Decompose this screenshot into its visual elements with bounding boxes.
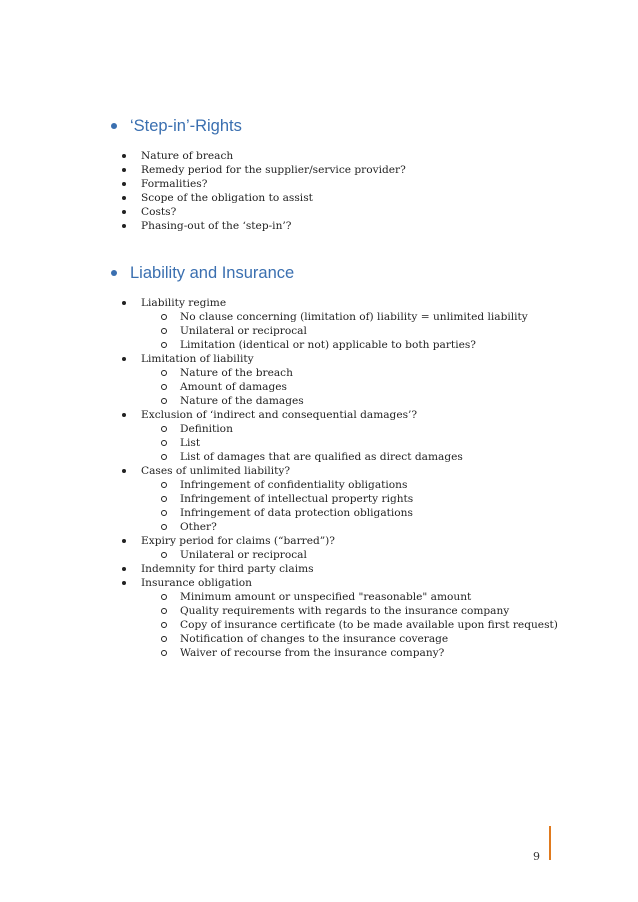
sub-list-item-text: Infringement of data protection obligations xyxy=(180,507,413,519)
sub-list-item-text: Unilateral or reciprocal xyxy=(180,325,307,337)
sub-list xyxy=(141,590,638,660)
section-liability-and-insurance xyxy=(0,262,638,660)
circle-bullet-icon xyxy=(161,454,167,460)
circle-bullet-icon xyxy=(161,552,167,558)
circle-bullet-icon xyxy=(161,524,167,530)
sub-list-item xyxy=(0,604,638,618)
circle-bullet-icon xyxy=(161,496,167,502)
sub-list-item xyxy=(0,478,638,492)
circle-bullet-icon xyxy=(161,398,167,404)
sub-list-item-text: Definition xyxy=(180,423,233,435)
sub-list-item xyxy=(0,394,638,408)
circle-bullet-icon xyxy=(161,636,167,642)
sub-list-item xyxy=(0,380,638,394)
bullet-icon xyxy=(122,210,126,214)
section-heading-text: ‘Step-in’-Rights xyxy=(130,117,242,135)
sub-list xyxy=(141,310,638,352)
sub-list-item-text: Waiver of recourse from the insurance company? xyxy=(180,647,445,659)
list-item xyxy=(0,163,638,177)
sub-list-item-text: List xyxy=(180,437,201,449)
list-item-text: Insurance obligation xyxy=(141,577,252,589)
sub-list xyxy=(141,422,638,464)
sub-list-item xyxy=(0,366,638,380)
bullet-icon xyxy=(122,567,126,571)
circle-bullet-icon xyxy=(161,594,167,600)
list-item xyxy=(0,464,638,534)
section-heading-text: Liability and Insurance xyxy=(130,264,295,282)
list-item-text: Formalities? xyxy=(141,178,208,190)
circle-bullet-icon xyxy=(161,510,167,516)
sub-list-item xyxy=(0,646,638,660)
list-item-text: Nature of breach xyxy=(141,150,234,162)
circle-bullet-icon xyxy=(161,650,167,656)
list-item xyxy=(0,191,638,205)
sub-list-item-text: Infringement of intellectual property rights xyxy=(180,493,414,505)
circle-bullet-icon xyxy=(161,482,167,488)
sub-list xyxy=(141,366,638,408)
sub-list-item xyxy=(0,632,638,646)
circle-bullet-icon xyxy=(161,608,167,614)
bullet-icon xyxy=(122,168,126,172)
list-item-text: Indemnity for third party claims xyxy=(141,563,314,575)
list-item xyxy=(0,177,638,191)
sub-list-item-text: Limitation (identical or not) applicable to both parties? xyxy=(180,339,476,351)
bullet-list xyxy=(0,296,638,660)
sub-list-item xyxy=(0,338,638,352)
bullet-icon xyxy=(122,196,126,200)
sub-list-item-text: Minimum amount or unspecified "reasonable" amount xyxy=(180,591,472,603)
list-item xyxy=(0,408,638,464)
bullet-icon xyxy=(122,357,126,361)
list-item-text: Exclusion of ‘indirect and consequential damages’? xyxy=(141,409,418,421)
list-item xyxy=(0,352,638,408)
sub-list-item xyxy=(0,436,638,450)
sub-list-item xyxy=(0,324,638,338)
sub-list-item xyxy=(0,506,638,520)
bullet-icon xyxy=(122,413,126,417)
sub-list-item xyxy=(0,422,638,436)
sub-list-item xyxy=(0,618,638,632)
sub-list xyxy=(141,548,638,562)
sub-list-item-text: Notification of changes to the insurance coverage xyxy=(180,633,449,645)
sub-list-item-text: Quality requirements with regards to the insurance company xyxy=(180,605,510,617)
circle-bullet-icon xyxy=(161,384,167,390)
list-item-text: Limitation of liability xyxy=(141,353,254,365)
list-item-text: Cases of unlimited liability? xyxy=(141,465,291,477)
circle-bullet-icon xyxy=(161,328,167,334)
list-item xyxy=(0,296,638,352)
heading-bullet-icon xyxy=(111,270,117,276)
bullet-icon xyxy=(122,224,126,228)
sub-list-item-text: Nature of the breach xyxy=(180,367,293,379)
heading-bullet-icon xyxy=(111,123,117,129)
circle-bullet-icon xyxy=(161,370,167,376)
bullet-icon xyxy=(122,581,126,585)
list-item-text: Scope of the obligation to assist xyxy=(141,192,313,204)
list-item-text: Costs? xyxy=(141,206,177,218)
sub-list-item xyxy=(0,548,638,562)
sub-list-item-text: Infringement of confidentiality obligations xyxy=(180,479,408,491)
sub-list-item-text: Other? xyxy=(180,521,217,533)
circle-bullet-icon xyxy=(161,342,167,348)
bullet-icon xyxy=(122,182,126,186)
list-item xyxy=(0,562,638,576)
circle-bullet-icon xyxy=(161,622,167,628)
sub-list-item-text: Nature of the damages xyxy=(180,395,304,407)
list-item xyxy=(0,149,638,163)
list-item xyxy=(0,205,638,219)
section-heading xyxy=(0,262,638,284)
sub-list-item-text: Copy of insurance certificate (to be made available upon first request) xyxy=(180,619,558,631)
section-heading xyxy=(0,115,638,137)
section-step-in-rights xyxy=(0,115,638,233)
sub-list-item xyxy=(0,310,638,324)
sub-list-item-text: Amount of damages xyxy=(180,381,287,393)
bullet-icon xyxy=(122,469,126,473)
list-item xyxy=(0,576,638,660)
circle-bullet-icon xyxy=(161,314,167,320)
sub-list xyxy=(141,478,638,534)
list-item-text: Phasing-out of the ‘step-in’? xyxy=(141,220,292,232)
sub-list-item xyxy=(0,450,638,464)
sub-list-item xyxy=(0,590,638,604)
sub-list-item-text: List of damages that are qualified as direct damages xyxy=(180,451,463,463)
bullet-icon xyxy=(122,154,126,158)
list-item xyxy=(0,219,638,233)
bullet-icon xyxy=(122,301,126,305)
list-item xyxy=(0,534,638,562)
circle-bullet-icon xyxy=(161,426,167,432)
sub-list-item xyxy=(0,520,638,534)
bullet-icon xyxy=(122,539,126,543)
sub-list-item-text: No clause concerning (limitation of) liability = unlimited liability xyxy=(180,311,528,323)
page-number: 9 xyxy=(533,850,540,863)
list-item-text: Liability regime xyxy=(141,297,227,309)
list-item-text: Remedy period for the supplier/service provider? xyxy=(141,164,406,176)
sub-list-item xyxy=(0,492,638,506)
sub-list-item-text: Unilateral or reciprocal xyxy=(180,549,307,561)
list-item-text: Expiry period for claims (“barred”)? xyxy=(141,535,335,547)
circle-bullet-icon xyxy=(161,440,167,446)
bullet-list xyxy=(0,149,638,233)
page-number-rule xyxy=(549,826,551,860)
